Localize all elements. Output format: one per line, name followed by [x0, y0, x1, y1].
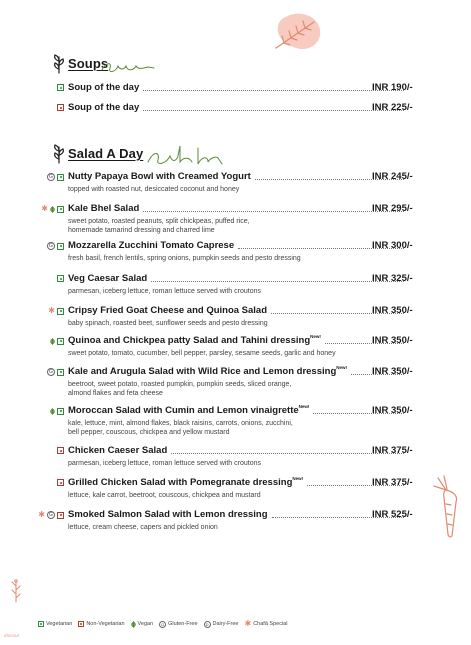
- chafa-special-star-icon: ✱: [48, 306, 55, 315]
- item-name-line: [68, 509, 408, 520]
- item-name-text: Soup of the day: [68, 82, 140, 93]
- item-name-text: Cripsy Fried Goat Cheese and Quinoa Salad: [68, 305, 268, 316]
- item-name-line: [68, 102, 408, 113]
- non-veg-icon: [57, 479, 64, 486]
- item-name: [68, 203, 139, 214]
- vegan-leaf-icon: [50, 205, 55, 213]
- item-name: [68, 405, 309, 416]
- diet-markers: [30, 173, 64, 181]
- salad-script-flourish: [146, 142, 226, 168]
- item-price: INR 190/-: [372, 82, 413, 93]
- item-name-text: Veg Caesar Salad: [68, 273, 148, 284]
- new-badge: New!: [310, 334, 321, 339]
- item-price: INR 350/-: [372, 366, 413, 377]
- salad-title: Salad A Day: [68, 146, 144, 161]
- veg-icon: [38, 621, 44, 627]
- item-description: fresh basil, french lentils, spring onions, pumpkin seeds and pesto dressing: [68, 255, 301, 262]
- item-name: [68, 102, 139, 113]
- item-price: INR 350/-: [372, 405, 413, 416]
- dineout-watermark: dineout: [4, 634, 19, 639]
- item-name-text: Chicken Caeser Salad: [68, 445, 168, 456]
- veg-icon: [57, 308, 64, 315]
- item-price: INR 325/-: [372, 273, 413, 284]
- diet-markers: [30, 275, 64, 282]
- veg-icon: [57, 174, 64, 181]
- item-name-text: Kale Bhel Salad: [68, 203, 140, 214]
- veg-icon: [57, 84, 64, 91]
- item-name: [68, 171, 251, 182]
- item-name-line: [68, 82, 408, 93]
- item-description: beetroot, sweet potato, roasted pumpkin, pumpkin seeds, sliced orange, almond flakes and feta cheese: [68, 381, 292, 397]
- item-name-text: Moroccan Salad with Cumin and Lemon vinaigrette: [68, 405, 299, 417]
- item-name-line: [68, 273, 408, 284]
- veg-icon: [57, 338, 64, 345]
- item-name-line: [68, 366, 408, 377]
- item-name-line: [68, 477, 408, 488]
- veg-icon: [57, 408, 64, 415]
- item-name-line: [68, 171, 408, 182]
- item-name: [68, 335, 321, 346]
- diet-markers: [30, 84, 64, 91]
- chafa-special-star-icon: ✱: [244, 619, 252, 628]
- item-name-text: Quinoa and Chickpea patty Salad and Tahini dressing: [68, 335, 311, 347]
- item-name-text: Nutty Papaya Bowl with Creamed Yogurt: [68, 171, 251, 182]
- item-description: lettuce, cream cheese, capers and pickled onion: [68, 524, 218, 531]
- soups-title: Soups: [68, 56, 109, 71]
- item-description: sweet potato, roasted peanuts, split chickpeas, puffed rice, homemade tamarind dressing and charred lime: [68, 218, 250, 234]
- blob-leaf-decoration: [274, 12, 322, 52]
- item-name: [68, 305, 267, 316]
- sprig-decoration: [8, 578, 24, 604]
- legend-gluten-free-label: Gluten-Free: [168, 621, 198, 627]
- vegan-leaf-icon: [50, 407, 55, 415]
- diet-markers: [30, 479, 64, 486]
- item-name: [68, 445, 167, 456]
- item-name-text: Kale and Arugula Salad with Wild Rice and Lemon dressing: [68, 366, 337, 378]
- non-veg-icon: [78, 621, 84, 627]
- legend-chafa-special: [245, 620, 288, 628]
- non-veg-icon: [57, 447, 64, 454]
- new-badge: New!: [336, 365, 348, 370]
- diet-markers: [30, 242, 64, 250]
- gluten-free-icon: G: [47, 242, 55, 250]
- item-name-text: Smoked Salmon Salad with Lemon dressing: [68, 509, 268, 520]
- non-veg-icon: [57, 104, 64, 111]
- diet-markers: [30, 511, 64, 519]
- chafa-special-star-icon: ✱: [38, 510, 45, 519]
- diet-markers: [30, 104, 64, 111]
- legend-dairy-free-label: Dairy-Free: [212, 621, 239, 627]
- dairy-free-icon: D: [204, 621, 211, 628]
- item-description: topped with roasted nut, desiccated coconut and honey: [68, 186, 240, 193]
- vegan-leaf-icon: [131, 620, 136, 628]
- item-price: INR 525/-: [372, 509, 413, 520]
- item-description: parmesan, iceberg lettuce, roman lettuce served with croutons: [68, 288, 261, 295]
- veg-icon: [57, 243, 64, 250]
- carrot-decoration: [432, 474, 464, 540]
- diet-markers: [30, 307, 64, 315]
- item-name-line: [68, 203, 408, 214]
- leaf-icon: [52, 54, 66, 74]
- item-name: [68, 240, 234, 251]
- veg-icon: [57, 369, 64, 376]
- item-description: baby spinach, roasted beet, sunflower seeds and pesto dressing: [68, 320, 268, 327]
- item-description: kale, lettuce, mint, almond flakes, black raisins, carrots, onions, zucchini, bell pepper, couscous, chickpea and yellow mustard: [68, 420, 293, 436]
- item-name-line: [68, 445, 408, 456]
- item-name-line: [68, 240, 408, 251]
- item-price: INR 225/-: [372, 102, 413, 113]
- dot-leader: [151, 281, 404, 282]
- item-name-text: Mozzarella Zucchini Tomato Caprese: [68, 240, 235, 251]
- veg-icon: [57, 206, 64, 213]
- soups-script-flourish: [100, 52, 156, 78]
- veg-icon: [57, 275, 64, 282]
- legend-vegan-label: Vegan: [137, 621, 154, 627]
- legend-vegetarian: [38, 621, 72, 627]
- item-name: [68, 82, 139, 93]
- diet-markers: [30, 337, 64, 345]
- gluten-free-icon: G: [47, 173, 55, 181]
- diet-markers: [30, 205, 64, 213]
- item-name: [68, 273, 147, 284]
- gluten-free-icon: G: [47, 368, 55, 376]
- legend-dairy-free: [204, 621, 239, 628]
- item-price: INR 375/-: [372, 445, 413, 456]
- gluten-free-icon: G: [47, 511, 55, 519]
- dot-leader: [143, 110, 404, 111]
- diet-markers: [30, 407, 64, 415]
- item-name: [68, 509, 268, 520]
- salad-section-header: [52, 142, 252, 168]
- diet-markers: [30, 368, 64, 376]
- legend-chafa-special-label: Chafā Special: [253, 621, 288, 627]
- diet-legend: [38, 620, 287, 628]
- item-name-text: Soup of the day: [68, 102, 140, 113]
- legend-non-vegetarian: [78, 621, 124, 627]
- item-description: sweet potato, tomato, cucumber, bell pepper, parsley, sesame seeds, garlic and honey: [68, 350, 336, 357]
- item-name: [68, 477, 303, 488]
- leaf-icon: [52, 144, 66, 164]
- new-badge: New!: [298, 404, 310, 409]
- item-price: INR 375/-: [372, 477, 413, 488]
- item-name-text: Grilled Chicken Salad with Pomegranate dressing: [68, 477, 293, 489]
- dot-leader: [143, 211, 404, 212]
- item-description: lettuce, kale carrot, beetroot, couscous, chickpea and mustard: [68, 492, 261, 499]
- item-name-line: [68, 335, 408, 346]
- item-price: INR 300/-: [372, 240, 413, 251]
- legend-non-vegetarian-label: Non-Vegetarian: [86, 621, 125, 627]
- item-price: INR 295/-: [372, 203, 413, 214]
- dot-leader: [171, 453, 404, 454]
- vegan-leaf-icon: [50, 337, 55, 345]
- legend-vegetarian-label: Vegetarian: [46, 621, 73, 627]
- item-price: INR 350/-: [372, 305, 413, 316]
- new-badge: New!: [292, 476, 304, 481]
- legend-gluten-free: [159, 621, 197, 628]
- item-name: [68, 366, 347, 377]
- non-veg-icon: [57, 512, 64, 519]
- gluten-free-icon: G: [161, 621, 165, 627]
- item-name-line: [68, 305, 408, 316]
- item-price: INR 245/-: [372, 171, 413, 182]
- item-price: INR 350/-: [372, 335, 413, 346]
- chafa-special-star-icon: ✱: [41, 204, 48, 213]
- diet-markers: [30, 447, 64, 454]
- legend-vegan: [131, 620, 154, 628]
- item-description: parmesan, iceberg lettuce, roman lettuce served with croutons: [68, 460, 261, 467]
- soups-section-header: [52, 52, 252, 78]
- item-name-line: [68, 405, 408, 416]
- dot-leader: [143, 90, 404, 91]
